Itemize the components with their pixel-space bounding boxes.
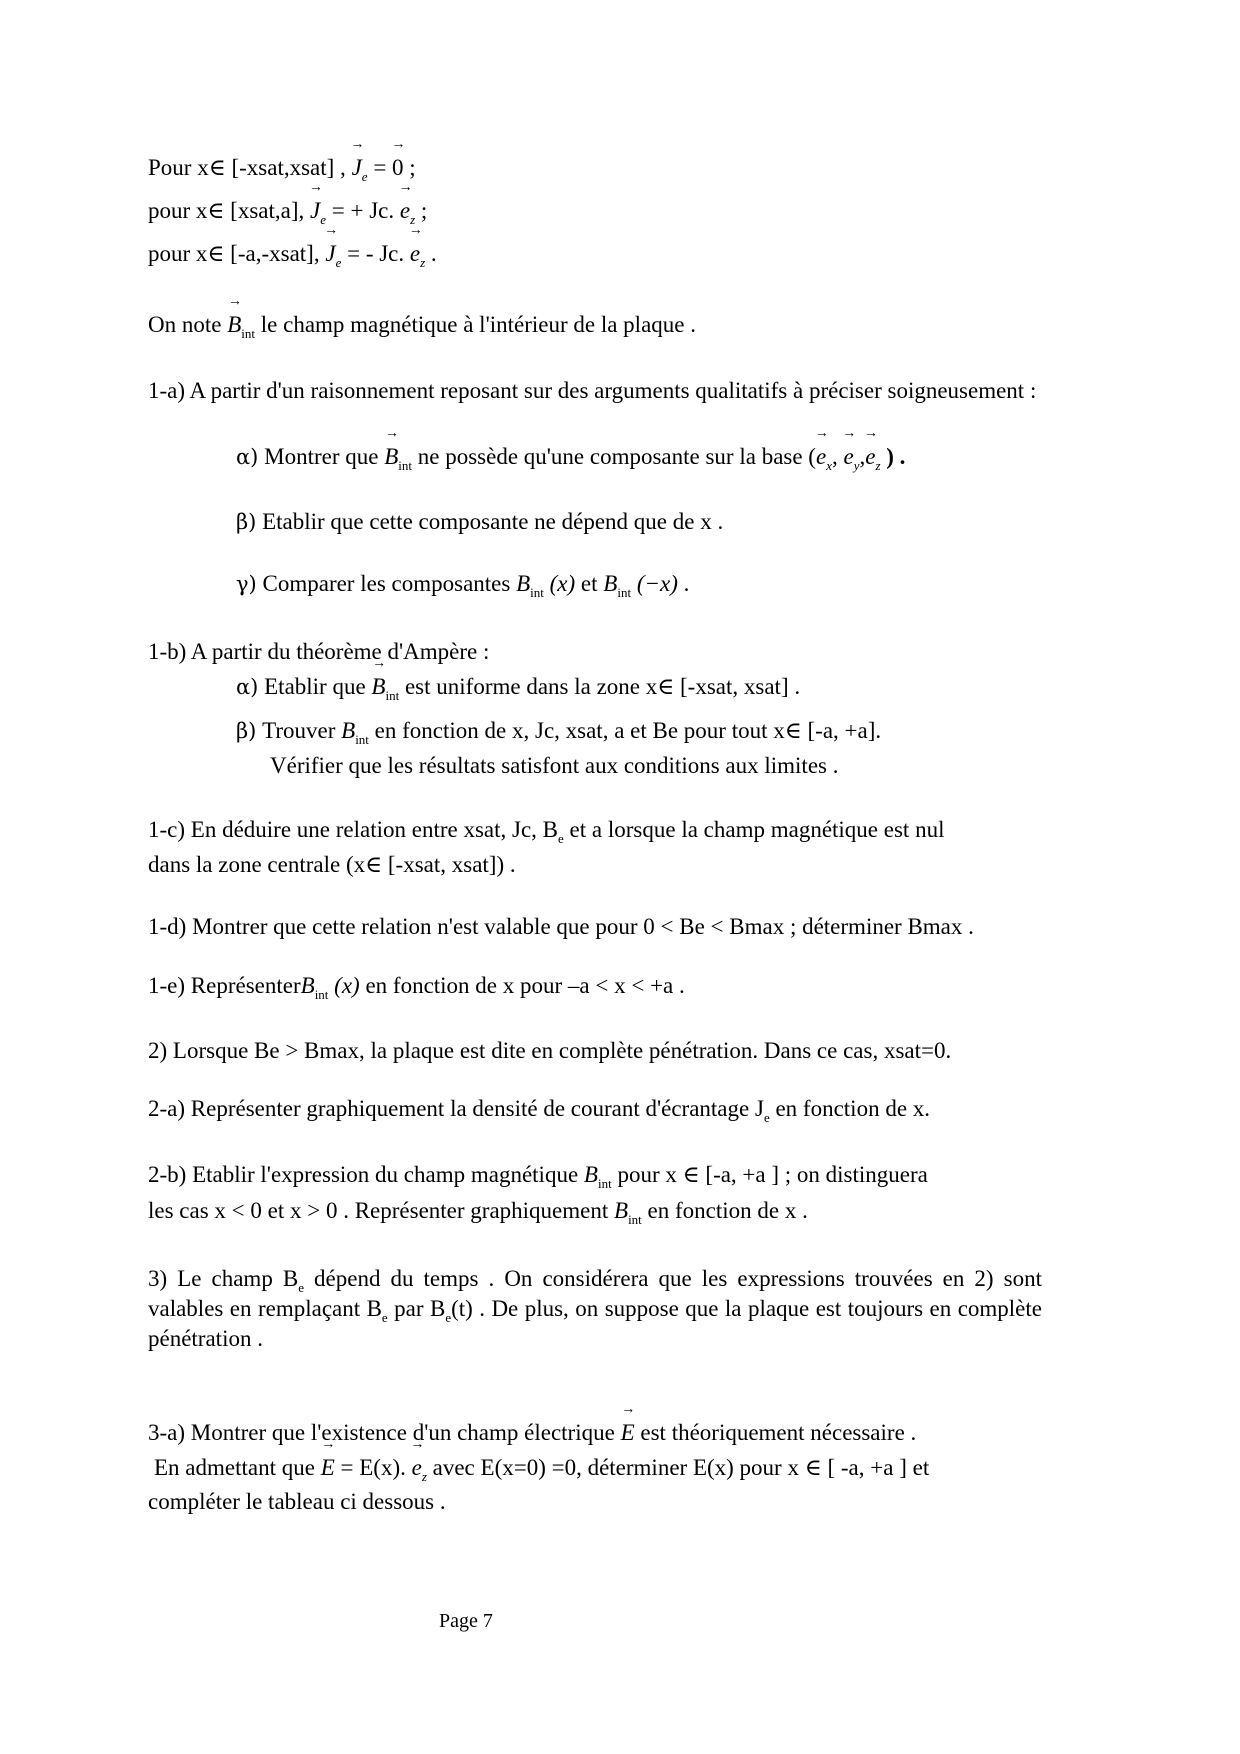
text: = - Jc. [347,241,405,266]
subscript: int [314,987,329,1002]
punct: ; [409,155,416,180]
text: 1-e) Représenter [148,973,301,998]
text: = + Jc. [331,198,395,223]
text: en fonction de x, Jc, xsat, a et Be pour tout x∈ [-a, +a]. [374,718,882,743]
symbol-B: B [614,1198,629,1223]
text: ) . [886,444,906,469]
text: 1-c) En déduire une relation entre xsat, Jc, B [148,817,559,842]
symbol-B: B [341,718,356,743]
q2a [148,1094,930,1124]
q1c-cont: dans la zone centrale (x∈ [-xsat, xsat]) . [148,852,516,877]
q1a-gamma [236,569,689,599]
text: et a lorsque la champ magnétique est nul [569,817,945,842]
punct: . [430,241,437,266]
subscript: e [361,169,368,184]
greek-label: α) [236,445,259,469]
q1a-intro: 1-a) A partir d'un raisonnement reposant sur des arguments qualitatifs à préciser soigneusement : [148,378,1037,403]
symbol-B: B [516,571,531,596]
condition-line-1 [148,153,416,183]
q1b-intro: 1-b) A partir du théorème d'Ampère : [148,639,490,664]
text: (t) . De plus, on suppose que la plaque est toujours en complète pénétration . [148,1296,1042,1351]
greek-label: β) [236,510,257,534]
text: pour x∈ [-a,-xsat], [148,241,320,266]
equals: = [373,155,387,180]
subscript: z [421,1469,427,1484]
greek-label: β) [236,719,257,743]
q2b [148,1160,1042,1190]
q3a-line2 [154,1453,929,1483]
page-number: Page 7 [439,1610,493,1632]
vector-e: → e [410,239,420,269]
comma: , [831,444,838,469]
text: le champ magnétique à l'intérieur de la plaque . [260,312,696,337]
text: Etablir que [264,674,366,699]
q2b-cont [148,1196,808,1226]
text: Pour x∈ [-xsat,xsat] , [148,155,346,180]
vector-J: → J [352,153,362,183]
greek-label: γ) [236,572,257,596]
vector-ex: → e [816,442,826,472]
argument: (x) [549,571,576,596]
text: est théoriquement nécessaire . [640,1420,917,1445]
text: par B [394,1296,446,1321]
text: = E(x). [340,1455,406,1480]
subscript: int [355,732,369,747]
subscript: z [420,255,426,270]
vector-ez: → e [865,442,875,472]
subscript: y [853,458,860,473]
vector-B: → B [227,310,241,340]
text: Comparer les composantes [262,571,511,596]
text: On note [148,312,222,337]
vector-e: → e [412,1453,422,1483]
condition-line-2 [148,196,427,226]
text: les cas x < 0 et x > 0 . Représenter graphiquement [148,1198,609,1223]
subscript: x [826,458,832,473]
q1d: 1-d) Montrer que cette relation n'est valable que pour 0 < Be < Bmax ; déterminer Bmax . [148,914,974,939]
q1e [148,971,685,1001]
subscript: e [320,212,327,227]
q1b-alpha [236,672,800,702]
text: ne possède qu'une composante sur la base ( [417,444,816,469]
subscript: int [398,458,412,473]
text: pour x∈ [xsat,a], [148,198,305,223]
text: et [580,571,598,596]
text: en fonction de x . [647,1198,808,1223]
vector-J: → J [325,239,335,269]
on-note-line [148,310,696,340]
symbol-B: B [603,571,618,596]
punct: ; [420,198,428,223]
q1c [148,815,1042,845]
comma: , [859,444,866,469]
vector-J: → J [310,196,320,226]
subscript: e [298,1280,304,1295]
symbol-B: B [583,1162,598,1187]
text: Etablir que cette composante ne dépend que de x . [262,509,724,534]
q2: 2) Lorsque Be > Bmax, la plaque est dite en complète pénétration. Dans ce cas, xsat=0. [148,1038,952,1063]
subscript: int [241,326,256,341]
vector-zero: → 0 [392,153,404,183]
subscript: e [335,255,342,270]
subscript: int [628,1212,642,1227]
subscript: int [597,1176,612,1191]
subscript: e [763,1110,770,1125]
subscript: e [558,831,564,846]
vector-e: → e [400,196,410,226]
q1b-verify: Vérifier que les résultats satisfont aux conditions aux limites . [270,753,839,778]
subscript: int [530,585,544,600]
text: 3) Le champ B [148,1266,299,1291]
text: en fonction de x. [775,1096,931,1121]
text: 2-a) Représenter graphiquement la densité de courant d'écrantage J [148,1096,764,1121]
subscript: z [410,212,416,227]
argument: (x) [334,973,360,998]
vector-B: → B [384,442,398,472]
text: avec E(x=0) =0, déterminer E(x) pour x ∈ [ -a, +a ] et [432,1455,930,1480]
subscript: int [617,585,632,600]
q1b-beta [236,716,881,746]
text: pour x ∈ [-a, +a ] ; on distinguera [617,1162,928,1187]
condition-line-3 [148,239,437,269]
text: Montrer que [264,444,379,469]
subscript: int [385,688,400,703]
vector-E: → E [621,1418,635,1448]
argument: (−x) [636,571,678,596]
q1a-alpha [236,442,905,472]
text: 3-a) Montrer que l'existence d'un champ électrique [148,1420,615,1445]
text: dépend du temps . On considérera que les expressions trouvées en 2) sont valables en remplaçant B [148,1266,1042,1321]
q3a-line1 [148,1418,916,1448]
q3a-line3: compléter le tableau ci dessous . [148,1489,446,1514]
vector-E: → E [321,1453,335,1483]
q3 [148,1264,1042,1354]
vector-ey: → e [843,442,853,472]
symbol-B: B [300,973,315,998]
vector-B: → B [371,672,385,702]
text: En admettant que [154,1455,315,1480]
subscript: e [381,1310,388,1325]
punct: . [683,571,690,596]
greek-label: α) [236,675,259,699]
q1a-beta [236,507,723,537]
text: 2-b) Etablir l'expression du champ magnétique [148,1162,579,1187]
text: Trouver [262,718,336,743]
subscript: e [445,1310,452,1325]
text: en fonction de x pour –a < x < +a . [365,973,685,998]
text: est uniforme dans la zone x∈ [-xsat, xsat] . [404,674,801,699]
subscript: z [875,458,881,473]
